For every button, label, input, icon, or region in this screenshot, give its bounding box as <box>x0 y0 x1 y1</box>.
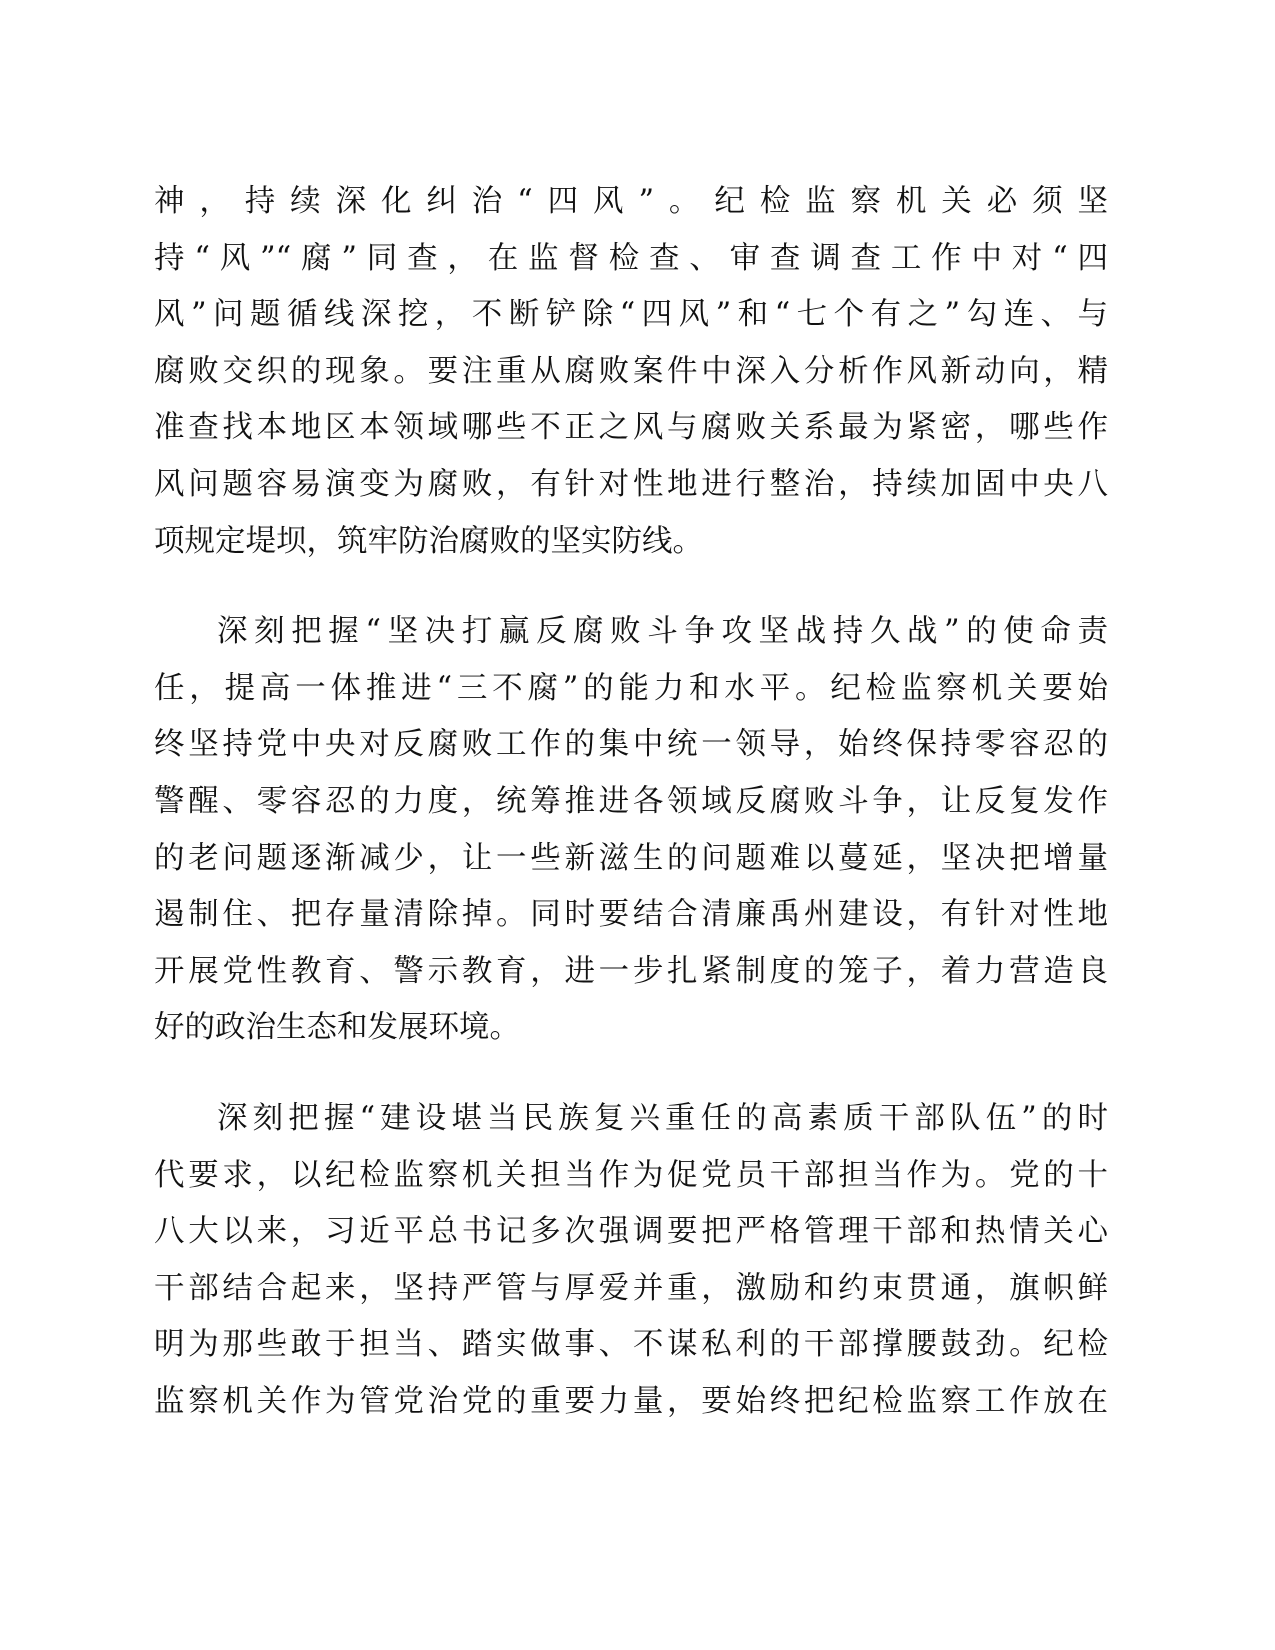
paragraph-spacer <box>154 570 1108 604</box>
text-line: 的老问题逐渐减少，让一些新滋生的问题难以蔓延，坚决把增量 <box>154 840 1108 876</box>
text-line: 遏制住、把存量清除掉。同时要结合清廉禹州建设，有针对性地 <box>154 897 1108 933</box>
text-line: 明为那些敢于担当、踏实做事、不谋私利的干部撑腰鼓劲。纪检 <box>154 1327 1108 1363</box>
text-line: 神，持续深化纠治“四风”。纪检监察机关必须坚 <box>154 184 1108 219</box>
text-line: 准查找本地区本领域哪些不正之风与腐败关系最为紧密，哪些作 <box>154 410 1108 446</box>
text-line: 持“风”“腐”同查，在监督检查、审查调查工作中对“四 <box>154 240 1108 276</box>
paragraph-spacer <box>154 1057 1108 1091</box>
text-line: 深刻把握“建设堪当民族复兴重任的高素质干部队伍”的时 <box>217 1100 1108 1136</box>
text-line: 干部结合起来，坚持严管与厚爱并重，激励和约束贯通，旗帜鲜 <box>154 1270 1108 1306</box>
text-line: 好的政治生态和发展环境。 <box>154 1010 520 1046</box>
text-line: 警醒、零容忍的力度，统筹推进各领域反腐败斗争，让反复发作 <box>154 783 1108 819</box>
text-line: 终坚持党中央对反腐败工作的集中统一领导，始终保持零容忍的 <box>154 727 1108 763</box>
paragraph-3 <box>154 1091 1108 1431</box>
text-line: 代要求，以纪检监察机关担当作为促党员干部担当作为。党的十 <box>154 1157 1108 1193</box>
text-line: 风”问题循线深挖，不断铲除“四风”和“七个有之”勾连、与 <box>154 297 1108 333</box>
text-line: 腐败交织的现象。要注重从腐败案件中深入分析作风新动向，精 <box>154 353 1108 389</box>
text-line: 任，提高一体推进“三不腐”的能力和水平。纪检监察机关要始 <box>154 670 1108 706</box>
text-line: 八大以来，习近平总书记多次强调要把严格管理干部和热情关心 <box>154 1214 1108 1250</box>
text-line: 深刻把握“坚决打赢反腐败斗争攻坚战持久战”的使命责 <box>217 614 1108 650</box>
text-line: 项规定堤坝，筑牢防治腐败的坚实防线。 <box>154 523 703 559</box>
paragraph-1 <box>154 174 1108 570</box>
text-line: 开展党性教育、警示教育，进一步扎紧制度的笼子，着力营造良 <box>154 953 1108 989</box>
paragraph-2 <box>154 604 1108 1057</box>
document-body <box>154 174 1108 1430</box>
text-line: 监察机关作为管党治党的重要力量，要始终把纪检监察工作放在 <box>154 1383 1108 1419</box>
text-line: 风问题容易演变为腐败，有针对性地进行整治，持续加固中央八 <box>154 466 1108 502</box>
